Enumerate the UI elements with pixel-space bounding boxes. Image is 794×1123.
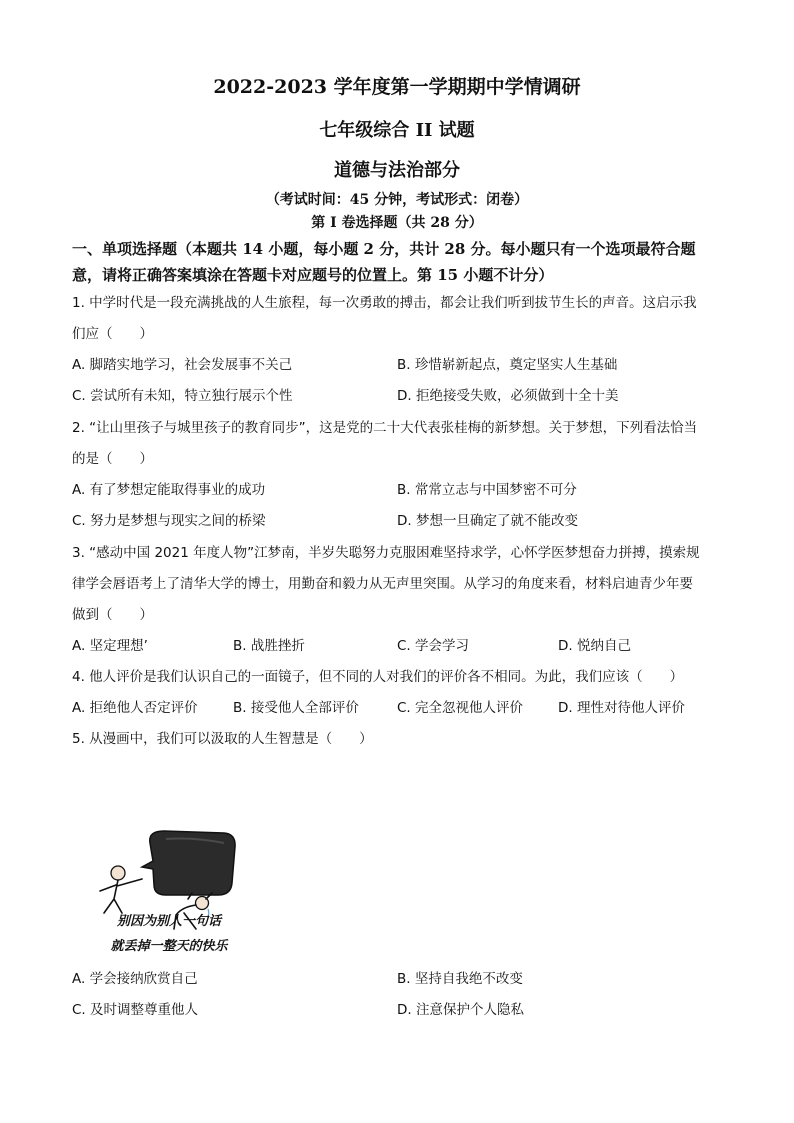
question-3-option-a: A. 坚定理想’ [72,638,148,654]
question-1-option-c: C. 尝试所有未知，特立独行展示个性 [72,388,293,404]
section-heading-line: 意，请将正确答案填涂在答题卡对应题号的位置上。第 15 小题不计分） [72,266,554,284]
question-3-stem: 3. “感动中国 2021 年度人物”江梦南，半岁失聪努力克服困难坚持求学，心怀学医梦想奋力拼搏，摸索规 [72,545,700,561]
question-4-option-c: C. 完全忽视他人评价 [397,700,524,716]
exam-part: 道德与法治部分 [334,160,460,181]
question-4-option-b: B. 接受他人全部评价 [233,700,359,716]
question-2-stem: 2. “让山里孩子与城里孩子的教育同步”，这是党的二十大代表张桂梅的新梦想。关于梦想，下列看法恰当 [72,420,698,436]
section-heading [72,236,724,288]
question-3-option-d: D. 悦纳自己 [558,638,631,654]
question-4-option-d: D. 理性对待他人评价 [558,700,685,716]
question-3-option-b: B. 战胜挫折 [233,638,305,654]
question-5-stem: 5. 从漫画中，我们可以汲取的人生智慧是（ ） [72,731,373,747]
question-4-option-a: A. 拒绝他人否定评价 [72,700,198,716]
question-1-option-b: B. 珍惜崭新起点，奠定坚实人生基础 [397,357,618,373]
question-2-option-d: D. 梦想一旦确定了就不能改变 [397,513,578,529]
question-3-option-c: C. 学会学习 [397,638,470,654]
pointing-person-head [111,866,125,880]
exam-subtitle: 七年级综合 II 试题 [319,120,475,141]
question-5-option-a: A. 学会接纳欣赏自己 [72,971,198,987]
exam-info: （考试时间：45 分钟，考试形式：闭卷） [265,192,529,208]
question-1-stem: 1. 中学时代是一段充满挑战的人生旅程，每一次勇敢的搏击，都会让我们听到拔节生长的声音。这启示我 [72,295,697,311]
question-4-stem: 4. 他人评价是我们认识自己的一面镜子，但不同的人对我们的评价各不相同。为此，我们应该（ ） [72,669,684,685]
question-5-option-d: D. 注意保护个人隐私 [397,1002,524,1018]
question-1-option-d: D. 拒绝接受失败，必须做到十全十美 [397,388,619,404]
cartoon-caption: 就丢掉一整天的快乐 [110,939,228,954]
question-1-stem: 们应（ ） [72,326,153,342]
exam-title: 2022-2023 学年度第一学期期中学情调研 [213,76,581,98]
cartoon-caption: 别因为别人一句话 [116,914,221,929]
question-2-stem: 的是（ ） [72,451,153,467]
question-2-option-c: C. 努力是梦想与现实之间的桥梁 [72,513,266,529]
question-3-stem: 律学会唇语考上了清华大学的博士，用勤奋和毅力从无声里突围。从学习的角度来看，材料启迪青少年要 [72,576,693,592]
question-5-option-c: C. 及时调整尊重他人 [72,1002,199,1018]
question-5-option-b: B. 坚持自我绝不改变 [397,971,523,987]
question-1-option-a: A. 脚踏实地学习，社会发展事不关己 [72,357,293,373]
speech-bubble-shape [142,831,235,895]
section-heading-line: 一、单项选择题（本题共 14 小题，每小题 2 分，共计 28 分。每小题只有一个选项最符合题 [72,240,696,258]
volume-heading: 第 I 卷选择题（共 28 分） [311,215,483,231]
question-2-option-a: A. 有了梦想定能取得事业的成功 [72,482,266,498]
question-3-stem: 做到（ ） [72,607,153,623]
question-2-option-b: B. 常常立志与中国梦密不可分 [397,482,577,498]
pointing-person-body [100,879,142,913]
